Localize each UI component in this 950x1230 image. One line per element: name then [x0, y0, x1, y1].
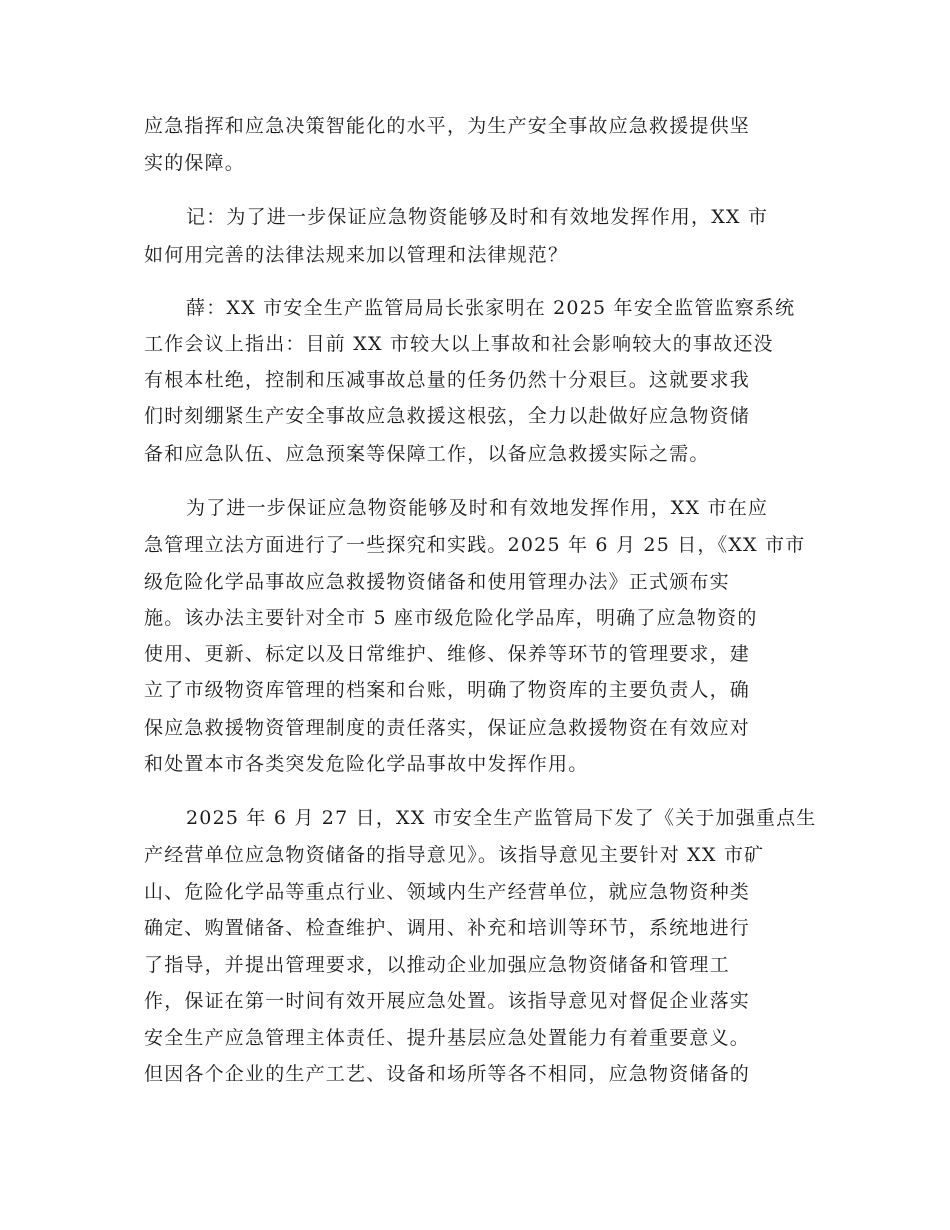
- paragraph-line: 作，保证在第一时间有效开展应急处置。该指导意见对督促企业落实: [144, 990, 751, 1012]
- paragraph-line: 山、危险化学品等重点行业、领域内生产经营单位，就应急物资种类: [144, 881, 751, 903]
- paragraph-line: 实的保障。: [144, 152, 246, 174]
- paragraph-line: 保应急救援物资管理制度的责任落实，保证应急救援物资在有效应对: [144, 717, 751, 739]
- paragraph-line: 如何用完善的法律法规来加以管理和法律规范？: [144, 244, 569, 266]
- paragraph-line: 产经营单位应急物资储备的指导意见》。该指导意见主要针对 XX 市矿: [144, 844, 765, 866]
- paragraph-line: 级危险化学品事故应急救援物资储备和使用管理办法》正式颁布实: [144, 571, 730, 593]
- paragraph-line: 但因各个企业的生产工艺、设备和场所等各不相同，应急物资储备的: [144, 1063, 751, 1085]
- paragraph-line: 为了进一步保证应急物资能够及时和有效地发挥作用，XX 市在应: [186, 497, 769, 519]
- paragraph-line: 工作会议上指出：目前 XX 市较大以上事故和社会影响较大的事故还没: [144, 333, 774, 355]
- paragraph-line: 和处置本市各类突发危险化学品事故中发挥作用。: [144, 753, 589, 775]
- paragraph-line: 急管理立法方面进行了一些探究和实践。2025 年 6 月 25 日，《XX 市市: [144, 534, 806, 556]
- paragraph-line: 确定、购置储备、检查维护、调用、补充和培训等环节，系统地进行: [144, 917, 751, 939]
- paragraph-line: 2025 年 6 月 27 日，XX 市安全生产监管局下发了《关于加强重点生: [186, 807, 817, 829]
- paragraph-line: 安全生产应急管理主体责任、提升基层应急处置能力有着重要意义。: [144, 1027, 751, 1049]
- paragraph-line: 们时刻绷紧生产安全事故应急救援这根弦，全力以赴做好应急物资储: [144, 405, 751, 427]
- paragraph-line: 薛：XX 市安全生产监管局局长张家明在 2025 年安全监管监察系统: [186, 297, 796, 319]
- paragraph-line: 了指导，并提出管理要求，以推动企业加强应急物资储备和管理工: [144, 954, 730, 976]
- paragraph-line: 记：为了进一步保证应急物资能够及时和有效地发挥作用，XX 市: [186, 206, 769, 228]
- paragraph-line: 立了市级物资库管理的档案和台账，明确了物资库的主要负责人，确: [144, 679, 751, 701]
- paragraph-line: 应急指挥和应急决策智能化的水平，为生产安全事故应急救援提供坚: [144, 115, 751, 137]
- paragraph-line: 有根本杜绝，控制和压减事故总量的任务仍然十分艰巨。这就要求我: [144, 369, 751, 391]
- paragraph-line: 备和应急队伍、应急预案等保障工作，以备应急救援实际之需。: [144, 443, 710, 465]
- paragraph-line: 施。该办法主要针对全市 5 座市级危险化学品库，明确了应急物资的: [144, 607, 758, 629]
- paragraph-line: 使用、更新、标定以及日常维护、维修、保养等环节的管理要求，建: [144, 643, 751, 665]
